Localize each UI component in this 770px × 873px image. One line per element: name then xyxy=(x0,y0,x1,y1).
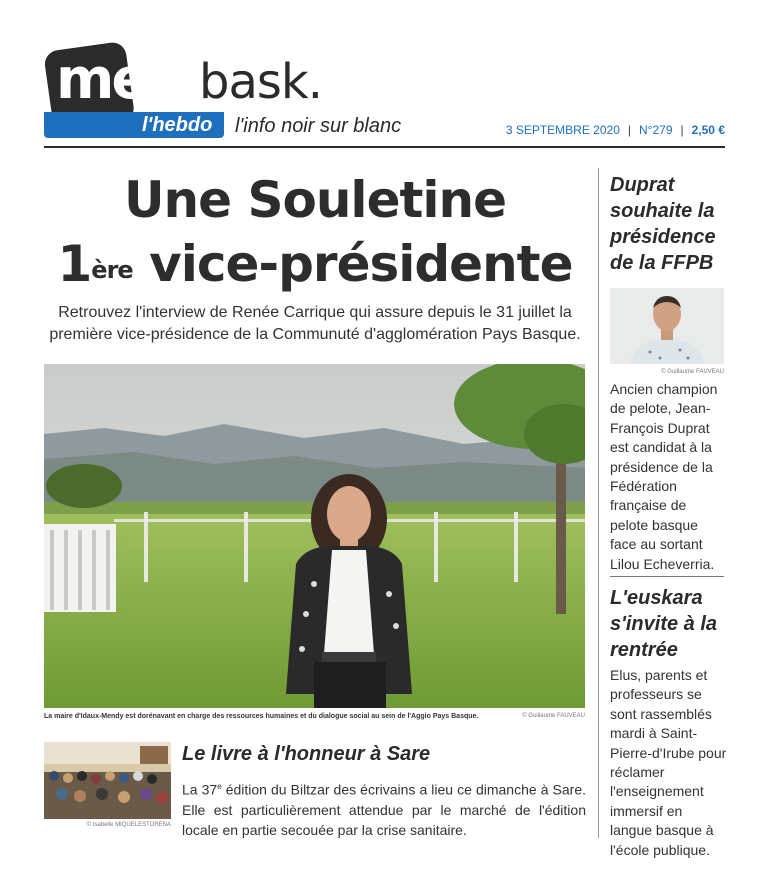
issue-line: 3 SEPTEMBRE 2020 | N°279 | 2,50 € xyxy=(505,123,725,137)
portrait-man-illustration xyxy=(610,288,724,364)
logo-media: media xyxy=(56,47,235,112)
sidebar-story-2-title[interactable]: L'euskara s'invite à la rentrée xyxy=(610,587,718,661)
lead-photo-caption: La maire d'Idaux-Mendy est dorénavant en charge des ressources humaines et du dialogue social au sein de l'Aggio Pays Basque. xyxy=(44,713,479,720)
lead-standfirst: Retrouvez l'interview de Renée Carrique qui assure depuis le 31 juillet la première vice-présidence de la Communuté d'agglomération Pays Basque. xyxy=(49,304,581,343)
lead-photo-credit: © Guillaume FAUVEAU xyxy=(522,713,585,719)
headline-line-1: Une Souletine xyxy=(123,171,507,229)
lead-headline[interactable] xyxy=(44,168,586,296)
sidebar-story-1-title[interactable]: Duprat souhaite la présidence de la FFPB xyxy=(610,174,716,274)
edition-label: l'hebdo xyxy=(142,114,213,136)
issue-number: N°279 xyxy=(639,123,673,137)
logo-bask: bask. xyxy=(199,54,322,110)
book-fair-illustration xyxy=(44,742,171,819)
issue-price: 2,50 € xyxy=(691,123,725,137)
secondary-photo-credit: © Isabelle MIQUELESTORENA xyxy=(86,822,171,828)
secondary-title[interactable]: Le livre à l'honneur à Sare xyxy=(182,743,431,765)
masthead-divider xyxy=(44,146,725,148)
sidebar-story-1-body: Ancien champion de pelote, Jean-François Duprat est candidat à la présidence de la Fédération française de pelote basque face au sortant Lilou Echeverria. xyxy=(610,381,718,572)
sidebar-divider xyxy=(610,576,724,577)
lead-photo[interactable] xyxy=(44,364,585,708)
issue-date: 3 SEPTEMBRE 2020 xyxy=(505,123,620,137)
headline-line-2: 1ère vice-présidente xyxy=(57,235,573,293)
sidebar-story-1-credit: © Guillaume FAUVEAU xyxy=(661,369,724,375)
portrait-field-illustration xyxy=(44,364,585,708)
secondary-body: La 37e édition du Biltzar des écrivains a lieu ce dimanche à Sare. Elle est particulièrement attendue par le marché de l'édition locale en partie secouée par la crise sanitaire. xyxy=(182,781,587,838)
tagline: l'info noir sur blanc xyxy=(235,115,402,137)
sidebar-story-1-photo[interactable] xyxy=(610,288,724,364)
secondary-photo[interactable] xyxy=(44,742,171,819)
sidebar-story-2-body: Elus, parents et professeurs se sont rassemblés mardi à Saint-Pierre-d'Irube pour réclamer l'enseignement immersif en langue basque à l'école publique. xyxy=(610,667,727,858)
column-divider xyxy=(598,168,599,838)
